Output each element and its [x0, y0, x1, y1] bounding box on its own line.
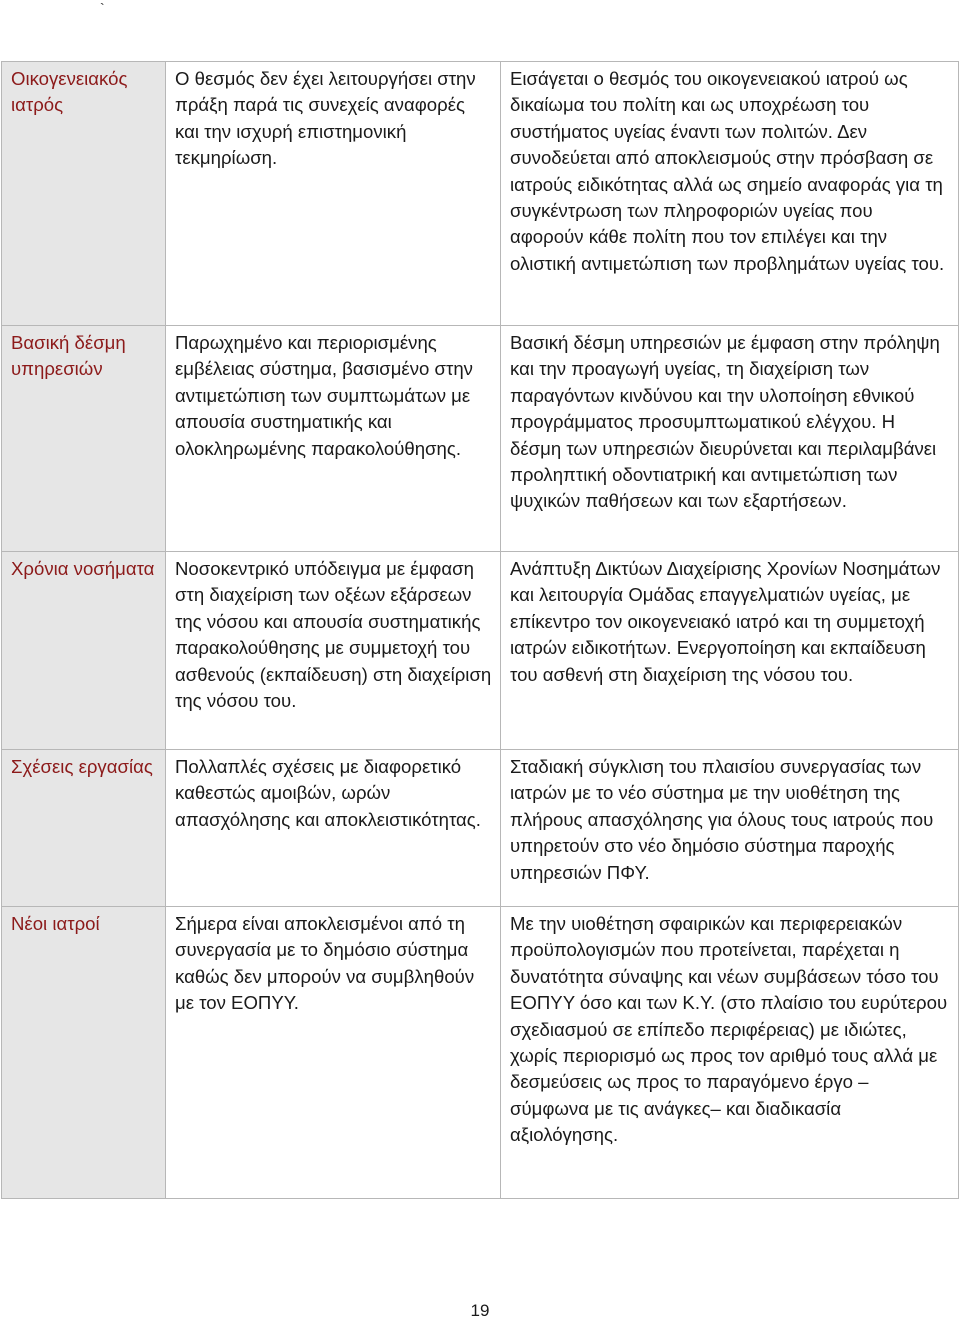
proposed-state-cell: Βασική δέσμη υπηρεσιών με έμφαση στην πρόληψη και την προαγωγή υγείας, τη διαχείριση των παραγόντων κινδύνου και την υλοποίηση εθνικού προγράμματος προσυμπτωματικού ελέγχου. Η δέσμη των υπηρεσιών διευρύνεται και περιλαμβάνει προληπτική οδοντιατρική και αντιμετώπιση των ψυχικών παθήσεων και των εξαρτήσεων. — [501, 326, 959, 552]
proposed-state-cell: Ανάπτυξη Δικτύων Διαχείρισης Χρονίων Νοσημάτων και λειτουργία Ομάδας επαγγελματιών υγείας, με επίκεντρο τον οικογενειακό ιατρό και τη συμμετοχή ιατρών ειδικοτήτων. Ενεργοποίηση και εκπαίδευση του ασθενή στη διαχείριση της νόσου του. — [501, 552, 959, 750]
table-row — [2, 552, 959, 750]
topic-cell: Νέοι ιατροί — [2, 907, 166, 1199]
topic-cell: Οικογενειακός ιατρός — [2, 62, 166, 326]
comparison-table — [1, 61, 959, 1199]
current-state-cell: Πολλαπλές σχέσεις με διαφορετικό καθεστώς αμοιβών, ωρών απασχόλησης και αποκλειστικότητας. — [166, 750, 501, 907]
header-mark: ` — [100, 0, 105, 16]
current-state-cell: Σήμερα είναι αποκλεισμένοι από τη συνεργασία με το δημόσιο σύστημα καθώς δεν μπορούν να συμβληθούν με τον ΕΟΠΥΥ. — [166, 907, 501, 1199]
proposed-state-cell: Με την υιοθέτηση σφαιρικών και περιφερειακών προϋπολογισμών που προτείνεται, παρέχεται η δυνατότητα σύναψης και νέων συμβάσεων τόσο του ΕΟΠΥΥ όσο και των Κ.Υ. (στο πλαίσιο του ευρύτερου σχεδιασμού σε επίπεδο περιφέρειας) με ιδιώτες, χωρίς περιορισμό ως προς τον αριθμό τους αλλά με δεσμεύσεις ως προς το παραγόμενο έργο – σύμφωνα με τις ανάγκες– και διαδικασία αξιολόγησης. — [501, 907, 959, 1199]
topic-cell: Σχέσεις εργασίας — [2, 750, 166, 907]
table-row — [2, 326, 959, 552]
table-row — [2, 62, 959, 326]
current-state-cell: Ο θεσμός δεν έχει λειτουργήσει στην πράξη παρά τις συνεχείς αναφορές και την ισχυρή επιστημονική τεκμηρίωση. — [166, 62, 501, 326]
topic-cell: Βασική δέσμη υπηρεσιών — [2, 326, 166, 552]
current-state-cell: Παρωχημένο και περιορισμένης εμβέλειας σύστημα, βασισμένο στην αντιμετώπιση των συμπτωμάτων με απουσία συστηματικής και ολοκληρωμένης παρακολούθησης. — [166, 326, 501, 552]
page-number: 19 — [470, 1301, 490, 1320]
proposed-state-cell: Εισάγεται ο θεσμός του οικογενειακού ιατρού ως δικαίωμα του πολίτη και ως υποχρέωση του συστήματος υγείας έναντι των πολιτών. Δεν συνοδεύεται από αποκλεισμούς στην πρόσβαση σε ιατρούς ειδικότητας αλλά ως σημείο αναφοράς για τη συγκέντρωση των πληροφοριών υγείας που αφορούν κάθε πολίτη που τον επιλέγει και την ολιστική αντιμετώπιση των προβλημάτων υγείας του. — [501, 62, 959, 326]
proposed-state-cell: Σταδιακή σύγκλιση του πλαισίου συνεργασίας των ιατρών με το νέο σύστημα με την υιοθέτηση της πλήρους απασχόλησης για όλους τους ιατρούς που υπηρετούν στο νέο δημόσιο σύστημα παροχής υπηρεσιών ΠΦΥ. — [501, 750, 959, 907]
current-state-cell: Νοσοκεντρικό υπόδειγμα με έμφαση στη διαχείριση των οξέων εξάρσεων της νόσου και απουσία συστηματικής παρακολούθησης με συμμετοχή του ασθενούς (εκπαίδευση) στη διαχείριση της νόσου του. — [166, 552, 501, 750]
table-row — [2, 907, 959, 1199]
table-row — [2, 750, 959, 907]
topic-cell: Χρόνια νοσήματα — [2, 552, 166, 750]
